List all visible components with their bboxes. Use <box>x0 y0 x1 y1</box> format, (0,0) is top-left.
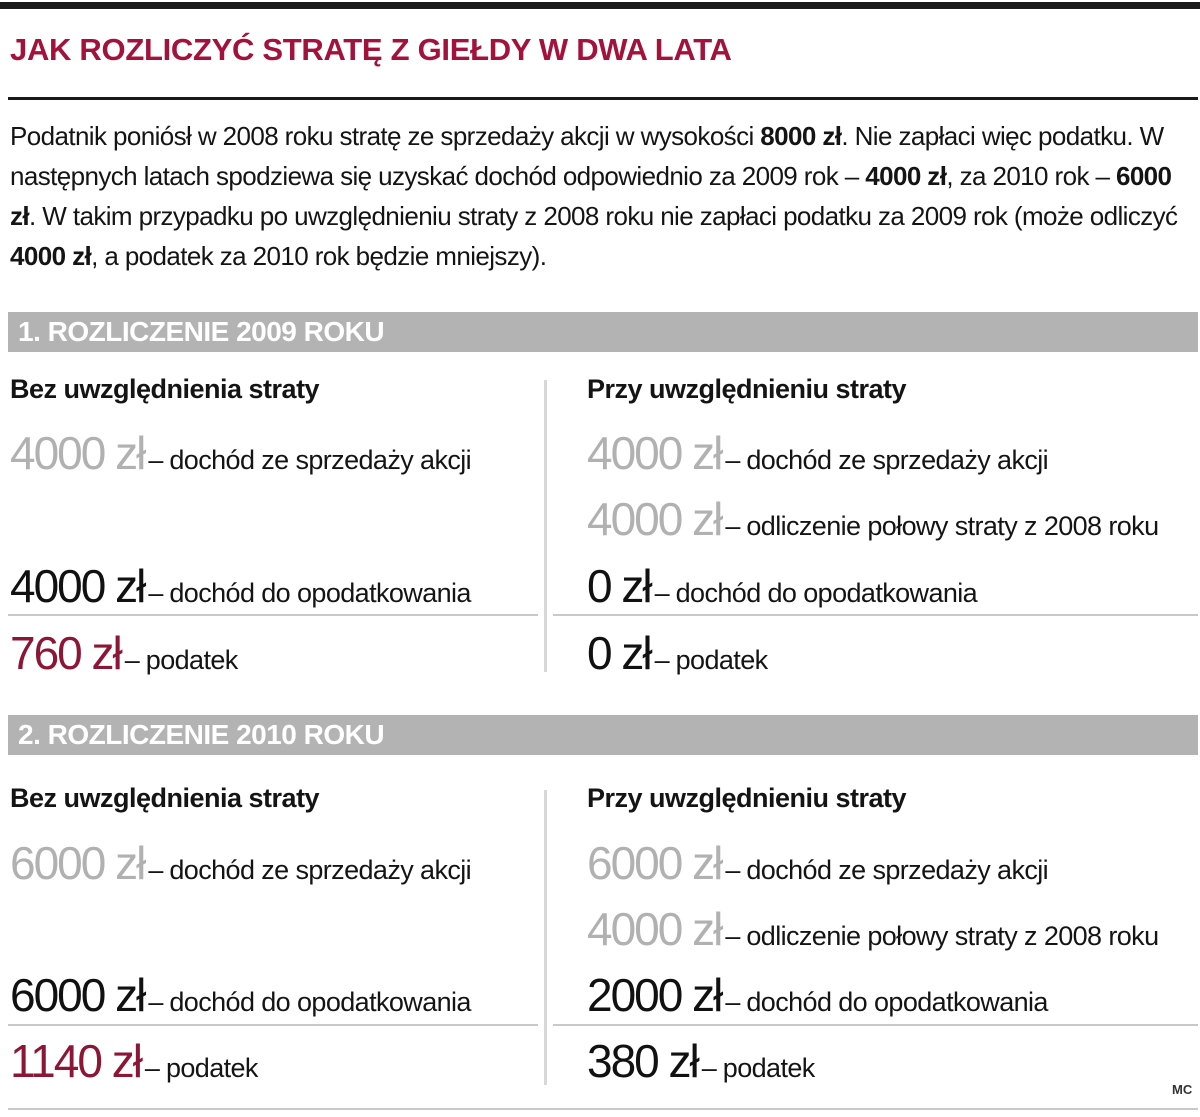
label: podatek <box>145 645 238 675</box>
section-2-divider <box>544 790 547 1085</box>
dash: – <box>701 1053 717 1083</box>
section-2-right-taxable-row <box>587 969 1048 1021</box>
intro-bold-1: 8000 zł <box>760 121 842 151</box>
intro-bold-3: 6000 zł <box>10 161 1172 231</box>
label: dochód ze sprzedaży akcji <box>169 855 472 885</box>
dash: – <box>654 645 670 675</box>
label: podatek <box>165 1053 258 1083</box>
label: dochód do opodatkowania <box>746 987 1048 1017</box>
section-2-right-deduction-row <box>587 903 1159 955</box>
section-1-left-separator <box>8 614 538 616</box>
section-1-right-separator <box>553 614 1198 616</box>
amount: 4000 zł <box>587 903 722 955</box>
dash: – <box>725 511 741 541</box>
section-1-left-taxable-row <box>10 560 471 612</box>
label: dochód do opodatkowania <box>675 578 978 608</box>
amount: 6000 zł <box>10 969 145 1021</box>
amount: 4000 zł <box>587 427 722 479</box>
section-1-left-tax-row <box>10 627 238 679</box>
dash: – <box>148 578 164 608</box>
bottom-rule <box>8 1108 1198 1110</box>
section-1-right-taxable-row <box>587 560 978 612</box>
intro-bold-2: 4000 zł <box>865 161 947 191</box>
page-title: JAK ROZLICZYĆ STRATĘ Z GIEŁDY W DWA LATA <box>10 32 732 67</box>
amount: 6000 zł <box>10 837 145 889</box>
amount: 1140 zł <box>10 1035 141 1087</box>
section-1-divider <box>544 380 547 672</box>
section-1-right-deduction-row <box>587 493 1159 545</box>
section-2-left-taxable-row <box>10 969 471 1021</box>
amount: 4000 zł <box>10 560 145 612</box>
section-2-right-income-row <box>587 837 1049 889</box>
label: podatek <box>675 645 768 675</box>
dash: – <box>654 578 670 608</box>
label: odliczenie połowy straty z 2008 roku <box>746 511 1159 541</box>
intro-text-5: , a podatek za 2010 rok będzie mniejszy). <box>91 241 547 271</box>
section-2-left-income-row <box>10 837 472 889</box>
dash: – <box>144 1053 160 1083</box>
intro-bold-4: 4000 zł <box>10 241 92 271</box>
amount: 380 zł <box>587 1035 698 1087</box>
label: dochód ze sprzedaży akcji <box>746 855 1049 885</box>
section-2-right-title: Przy uwzględnieniu straty <box>587 783 907 813</box>
amount: 6000 zł <box>587 837 722 889</box>
dash: – <box>148 987 164 1017</box>
label: dochód ze sprzedaży akcji <box>169 445 472 475</box>
top-rule <box>0 2 1200 9</box>
section-2-right-tax-row <box>587 1035 815 1087</box>
amount: 760 zł <box>10 627 121 679</box>
intro-text-4: . W takim przypadku po uwzględnieniu straty z 2008 roku nie zapłaci podatku za 2009 rok (może odliczyć <box>29 201 1178 231</box>
section-2-header: 2. ROZLICZENIE 2010 ROKU <box>8 715 1198 755</box>
label: odliczenie połowy straty z 2008 roku <box>746 921 1159 951</box>
dash: – <box>725 987 741 1017</box>
amount: 4000 zł <box>10 427 145 479</box>
dash: – <box>725 445 741 475</box>
label: dochód ze sprzedaży akcji <box>746 445 1049 475</box>
intro-text-2: . Nie zapłaci więc podatku. W następnych latach spodziewa się uzyskać dochód odpowiednio za 2009 rok – <box>10 121 1164 191</box>
dash: – <box>725 921 741 951</box>
intro-text-3: , za 2010 rok – <box>946 161 1116 191</box>
section-2-left-title: Bez uwzględnienia straty <box>10 783 320 813</box>
section-2-right-separator <box>553 1024 1198 1026</box>
amount: 2000 zł <box>587 969 722 1021</box>
section-2-left-separator <box>8 1024 538 1026</box>
section-1-left-title: Bez uwzględnienia straty <box>10 374 320 404</box>
dash: – <box>148 855 164 885</box>
section-1-right-title: Przy uwzględnieniu straty <box>587 374 907 404</box>
dash: – <box>148 445 164 475</box>
dash: – <box>725 855 741 885</box>
dash: – <box>124 645 140 675</box>
label: podatek <box>722 1053 815 1083</box>
section-1-right-tax-row <box>587 627 768 679</box>
label: dochód do opodatkowania <box>169 578 471 608</box>
section-2-left-tax-row <box>10 1035 258 1087</box>
section-1-left-income-row <box>10 427 472 479</box>
section-1-header: 1. ROZLICZENIE 2009 ROKU <box>8 312 1198 352</box>
intro-paragraph <box>10 116 1195 276</box>
amount: 0 zł <box>587 560 651 612</box>
amount: 4000 zł <box>587 493 722 545</box>
intro-text-1: Podatnik poniósł w 2008 roku stratę ze sprzedaży akcji w wysokości <box>10 121 761 151</box>
title-rule <box>8 97 1198 100</box>
author-credit: MC <box>1172 1082 1193 1097</box>
label: dochód do opodatkowania <box>169 987 471 1017</box>
section-1-right-income-row <box>587 427 1049 479</box>
amount: 0 zł <box>587 627 651 679</box>
